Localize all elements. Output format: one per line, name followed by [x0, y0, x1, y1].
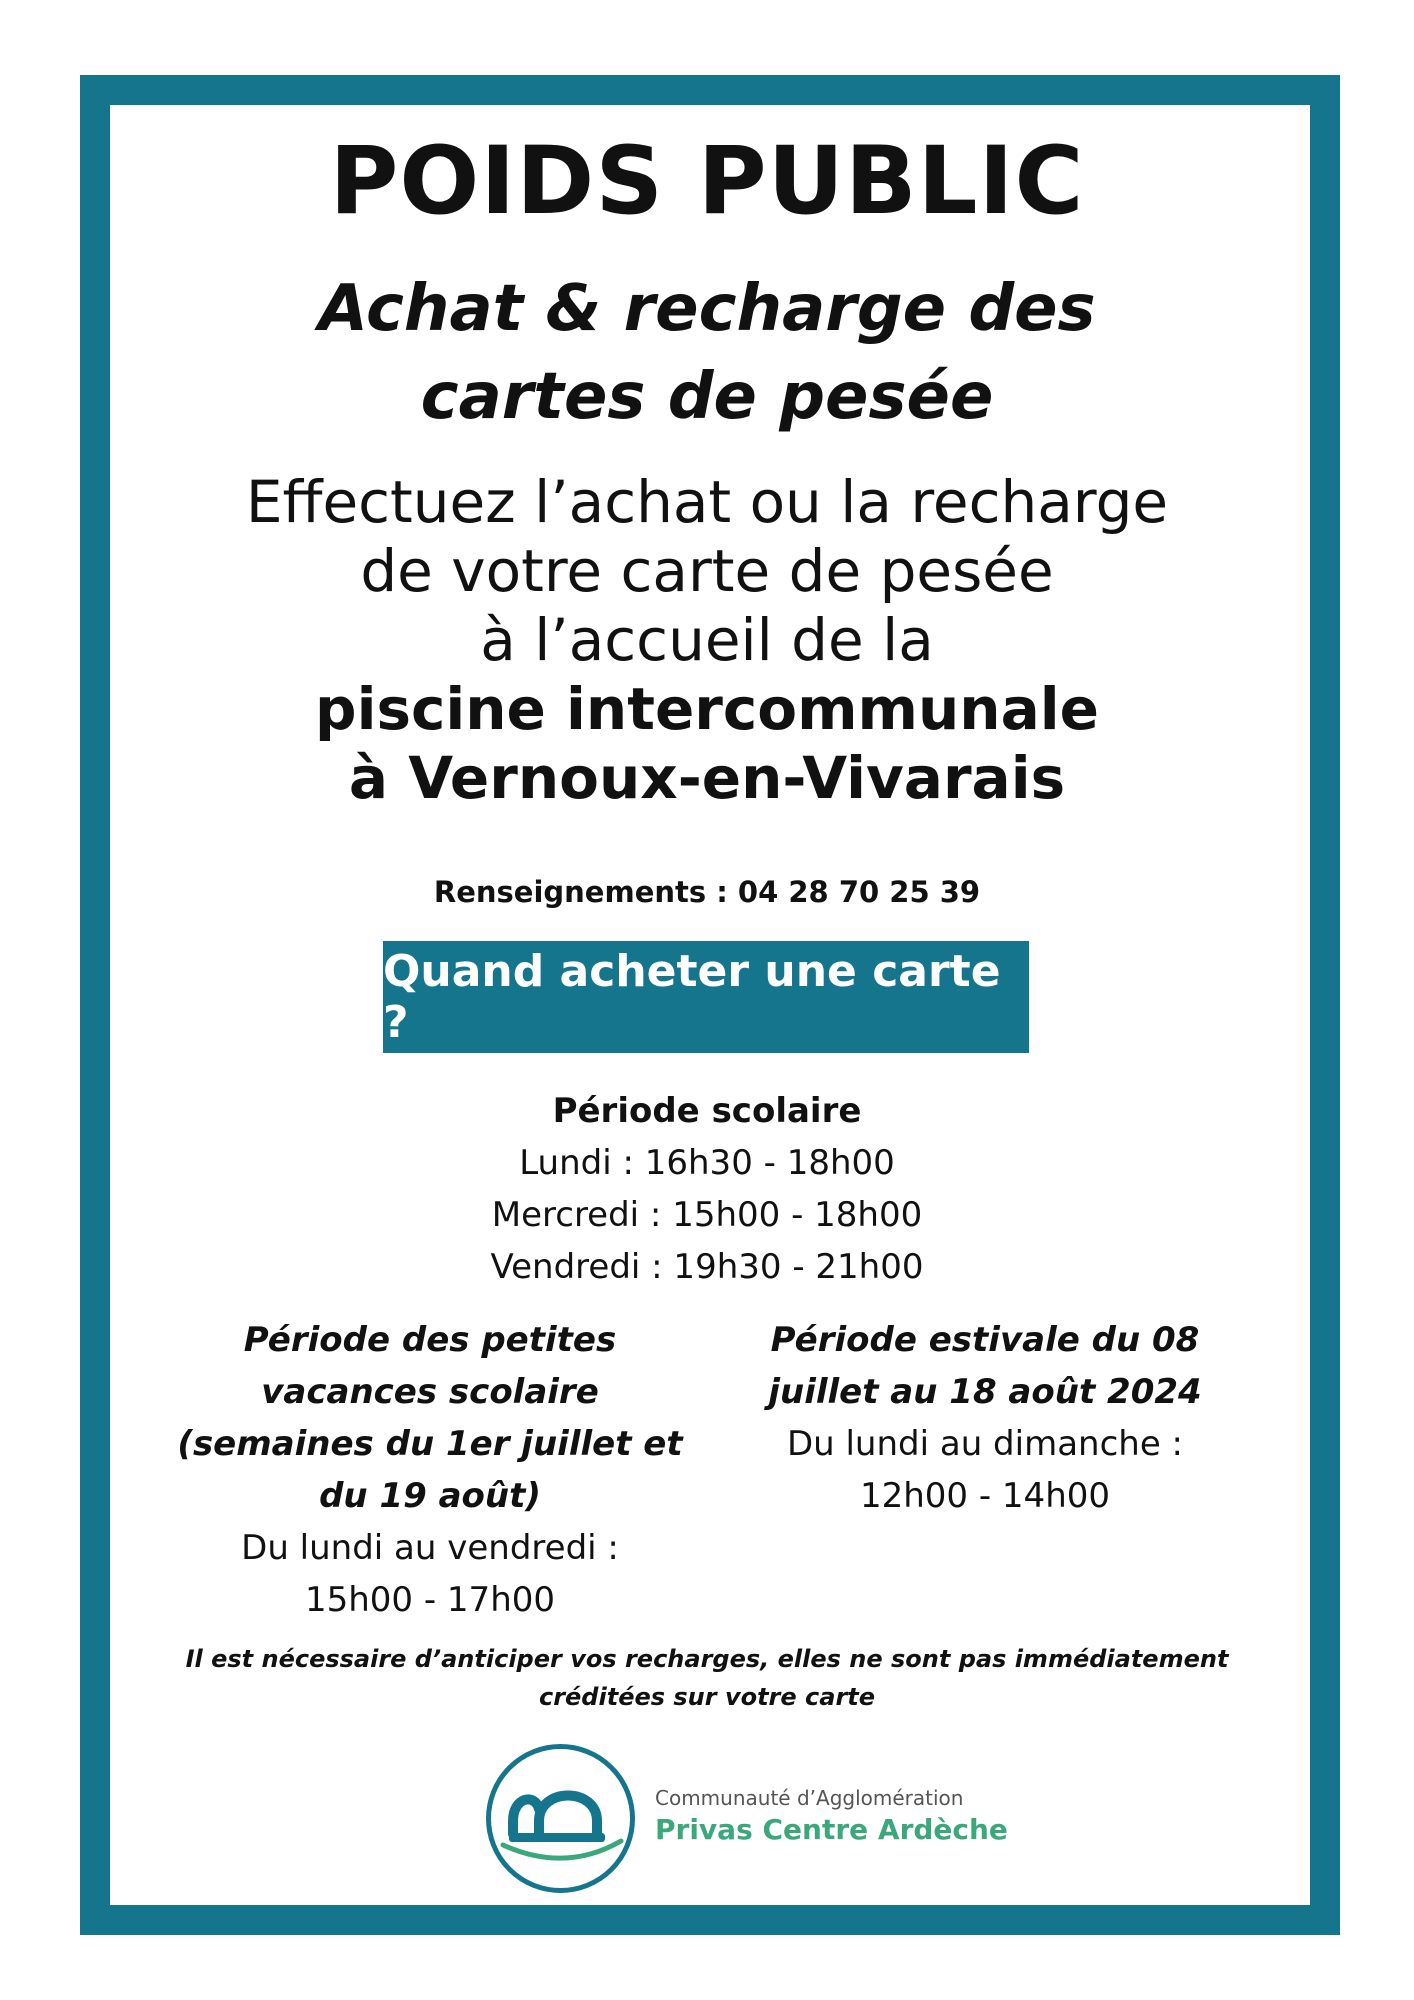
- poster-title: POIDS PUBLIC: [329, 127, 1085, 236]
- agglomeration-logo-icon: [483, 1741, 638, 1896]
- school-period-block: [0, 1085, 1414, 1293]
- subtitle-line: Achat & recharge des: [318, 272, 1096, 346]
- recharge-note: [0, 1640, 1414, 1716]
- logo-name: Privas Centre Ardèche: [655, 1813, 1008, 1846]
- schedule-line: Du lundi au dimanche :: [786, 1424, 1184, 1464]
- intro-line: de votre carte de pesée: [360, 537, 1054, 605]
- small-holidays-heading: vacances scolaire: [261, 1372, 599, 1412]
- contact-phone: Renseignements : 04 28 70 25 39: [433, 875, 981, 909]
- summer-heading: juillet au 18 août 2024: [768, 1372, 1202, 1412]
- small-holidays-heading: du 19 août): [319, 1476, 541, 1516]
- logo-line: Communauté d’Agglomération: [655, 1786, 964, 1810]
- schedule-line: 12h00 - 14h00: [859, 1476, 1111, 1516]
- subtitle-line: cartes de pesée: [420, 360, 994, 434]
- agglomeration-logo-text: [655, 1785, 1008, 1849]
- small-holidays-heading: (semaines du 1er juillet et: [177, 1424, 683, 1464]
- intro-line: Effectuez l’achat ou la recharge: [245, 468, 1169, 536]
- intro-location: piscine intercommunale: [315, 675, 1099, 743]
- poster-subtitle: [0, 265, 1414, 441]
- schedule-line: Vendredi : 19h30 - 21h00: [490, 1247, 924, 1287]
- schedule-line: 15h00 - 17h00: [304, 1580, 556, 1620]
- intro-text: [0, 468, 1414, 813]
- summer-block: [725, 1314, 1245, 1522]
- summer-heading: Période estivale du 08: [770, 1320, 1200, 1360]
- schedule-line: Mercredi : 15h00 - 18h00: [491, 1195, 923, 1235]
- note-line: créditées sur votre carte: [538, 1683, 876, 1711]
- intro-town: à Vernoux-en-Vivarais: [348, 744, 1066, 812]
- school-period-heading: Période scolaire: [552, 1091, 862, 1131]
- schedule-line: Lundi : 16h30 - 18h00: [519, 1143, 895, 1183]
- schedule-line: Du lundi au vendredi :: [241, 1528, 619, 1568]
- note-line: Il est nécessaire d’anticiper vos recharges, elles ne sont pas immédiatement: [185, 1645, 1229, 1673]
- small-holidays-block: [170, 1314, 690, 1626]
- small-holidays-heading: Période des petites: [243, 1320, 617, 1360]
- intro-line: à l’accueil de la: [480, 606, 934, 674]
- when-to-buy-banner: Quand acheter une carte ?: [383, 941, 1029, 1053]
